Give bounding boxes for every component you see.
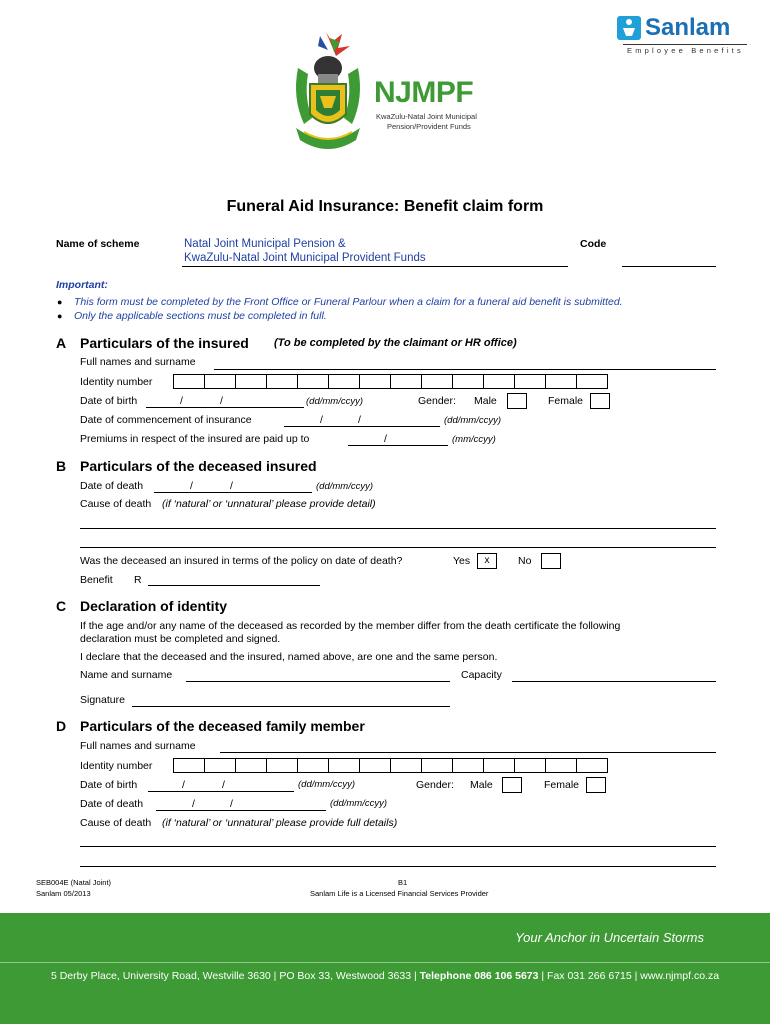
njmpf-crest-icon (290, 28, 368, 156)
a-female-checkbox[interactable] (590, 393, 610, 409)
a-identity-label: Identity number (80, 376, 153, 388)
d-dod-field[interactable] (156, 810, 326, 811)
banner-slogan: Your Anchor in Uncertain Storms (515, 930, 704, 945)
njmpf-name: NJMPF (374, 76, 474, 109)
d-dob-format: (dd/mm/ccyy) (298, 779, 355, 790)
d-male-label: Male (470, 779, 493, 791)
sanlam-sub: Employee Benefits (627, 46, 744, 55)
banner-fax-web: | Fax 031 266 6715 | www.njmpf.co.za (538, 970, 720, 982)
a-male-label: Male (474, 395, 497, 407)
code-field[interactable] (622, 266, 716, 267)
important-label: Important: (56, 279, 108, 291)
sanlam-figure-icon (617, 16, 641, 40)
c-declare: I declare that the deceased and the insured, named above, are one and the same person. (80, 651, 498, 663)
form-title: Funeral Aid Insurance: Benefit claim form (226, 198, 544, 215)
d-cause-note: (if ‘natural’ or ‘unnatural’ please provide full details) (162, 817, 398, 829)
d-full-names-field[interactable] (220, 752, 716, 753)
d-gender-label: Gender: (416, 779, 454, 791)
c-capacity-field[interactable] (512, 681, 716, 682)
scheme-value-2: KwaZulu-Natal Joint Municipal Provident Funds (184, 252, 426, 264)
c-signature-field[interactable] (132, 706, 450, 707)
b-yes-mark: x (484, 555, 490, 566)
a-commencement-label: Date of commencement of insurance (80, 414, 252, 426)
d-female-label: Female (544, 779, 580, 791)
b-cause-label: Cause of death (80, 498, 152, 510)
contact-banner (0, 913, 770, 1024)
d-cause-line-1[interactable] (80, 846, 716, 847)
banner-telephone[interactable]: Telephone 086 106 5673 (419, 970, 539, 982)
d-identity-label: Identity number (80, 760, 153, 772)
a-premiums-format: (mm/ccyy) (452, 434, 496, 445)
doc-ref-1: SEB004E (Natal Joint) (36, 878, 112, 887)
doc-ref-2: Sanlam 05/2013 (36, 889, 91, 898)
d-cause-label: Cause of death (80, 817, 152, 829)
bullet-2: Only the applicable sections must be completed in full. (74, 310, 327, 322)
sanlam-name: Sanlam (645, 14, 731, 41)
a-dob-format: (dd/mm/ccyy) (306, 396, 363, 407)
b-benefit-label: Benefit (80, 574, 113, 586)
b-no-checkbox[interactable] (541, 553, 561, 569)
bullet-dot-2: ● (57, 311, 63, 321)
b-cause-line-1[interactable] (80, 528, 716, 529)
sanlam-logo (617, 14, 757, 58)
code-label: Code (580, 238, 607, 250)
a-male-checkbox[interactable] (507, 393, 527, 409)
d-male-checkbox[interactable] (502, 777, 522, 793)
c-name-label: Name and surname (80, 669, 173, 681)
section-c-letter: C (56, 598, 67, 614)
b-benefit-field[interactable] (148, 585, 320, 586)
d-cause-line-2[interactable] (80, 866, 716, 867)
b-dod-format: (dd/mm/ccyy) (316, 481, 373, 492)
b-currency: R (134, 574, 142, 586)
d-dod-label: Date of death (80, 798, 144, 810)
a-commencement-format: (dd/mm/ccyy) (444, 415, 501, 426)
b-dod-label: Date of death (80, 480, 144, 492)
a-gender-label: Gender: (418, 395, 456, 407)
b-yes-checkbox[interactable] (477, 553, 497, 569)
a-full-names-label: Full names and surname (80, 356, 196, 368)
a-full-names-field[interactable] (214, 369, 716, 370)
njmpf-sub2: Pension/Provident Funds (387, 122, 471, 131)
doc-page: B1 (398, 878, 408, 887)
c-capacity-label: Capacity (461, 669, 502, 681)
section-b-letter: B (56, 458, 67, 474)
c-name-field[interactable] (186, 681, 450, 682)
a-identity-grid[interactable] (174, 374, 608, 389)
scheme-value-1: Natal Joint Municipal Pension & (184, 238, 346, 250)
bullet-dot-1: ● (57, 297, 63, 307)
section-d-letter: D (56, 718, 67, 734)
bullet-1: This form must be completed by the Front Office or Funeral Parlour when a claim for a funeral aid benefit is submitted. (74, 296, 623, 308)
a-dob-field[interactable] (146, 407, 304, 408)
d-dob-field[interactable] (148, 791, 294, 792)
b-dod-field[interactable] (154, 492, 312, 493)
a-dob-label: Date of birth (80, 395, 138, 407)
doc-provider: Sanlam Life is a Licensed Financial Services Provider (310, 889, 489, 898)
d-dod-format: (dd/mm/ccyy) (330, 798, 387, 809)
section-c-title: Declaration of identity (80, 598, 228, 614)
scheme-label: Name of scheme (56, 238, 140, 250)
a-female-label: Female (548, 395, 584, 407)
njmpf-logo (290, 28, 490, 158)
banner-address: 5 Derby Place, University Road, Westville 3630 | PO Box 33, Westwood 3633 | (50, 970, 420, 982)
c-para-2: declaration must be completed and signed. (80, 633, 281, 645)
d-female-checkbox[interactable] (586, 777, 606, 793)
a-premiums-label: Premiums in respect of the insured are paid up to (80, 433, 310, 445)
banner-contacts (0, 970, 770, 982)
section-a-title: Particulars of the insured (80, 335, 249, 351)
b-cause-note: (if ‘natural’ or ‘unnatural’ please provide detail) (162, 498, 376, 510)
d-full-names-label: Full names and surname (80, 740, 196, 752)
b-yes-label: Yes (453, 555, 471, 567)
d-dob-label: Date of birth (80, 779, 138, 791)
c-para-1: If the age and/or any name of the deceased as recorded by the member differ from the death certificate the following (80, 620, 621, 632)
section-a-note: (To be completed by the claimant or HR office) (274, 337, 517, 349)
section-b-title: Particulars of the deceased insured (80, 458, 317, 474)
a-premiums-field[interactable] (348, 445, 448, 446)
b-cause-line-2[interactable] (80, 547, 716, 548)
b-no-label: No (518, 555, 532, 567)
d-identity-grid[interactable] (174, 758, 608, 773)
section-d-title: Particulars of the deceased family member (80, 718, 365, 734)
njmpf-sub1: KwaZulu-Natal Joint Municipal (376, 112, 477, 121)
section-a-letter: A (56, 335, 67, 351)
c-signature-label: Signature (80, 694, 125, 706)
a-commencement-field[interactable] (284, 426, 440, 427)
b-question: Was the deceased an insured in terms of the policy on date of death? (80, 555, 403, 567)
